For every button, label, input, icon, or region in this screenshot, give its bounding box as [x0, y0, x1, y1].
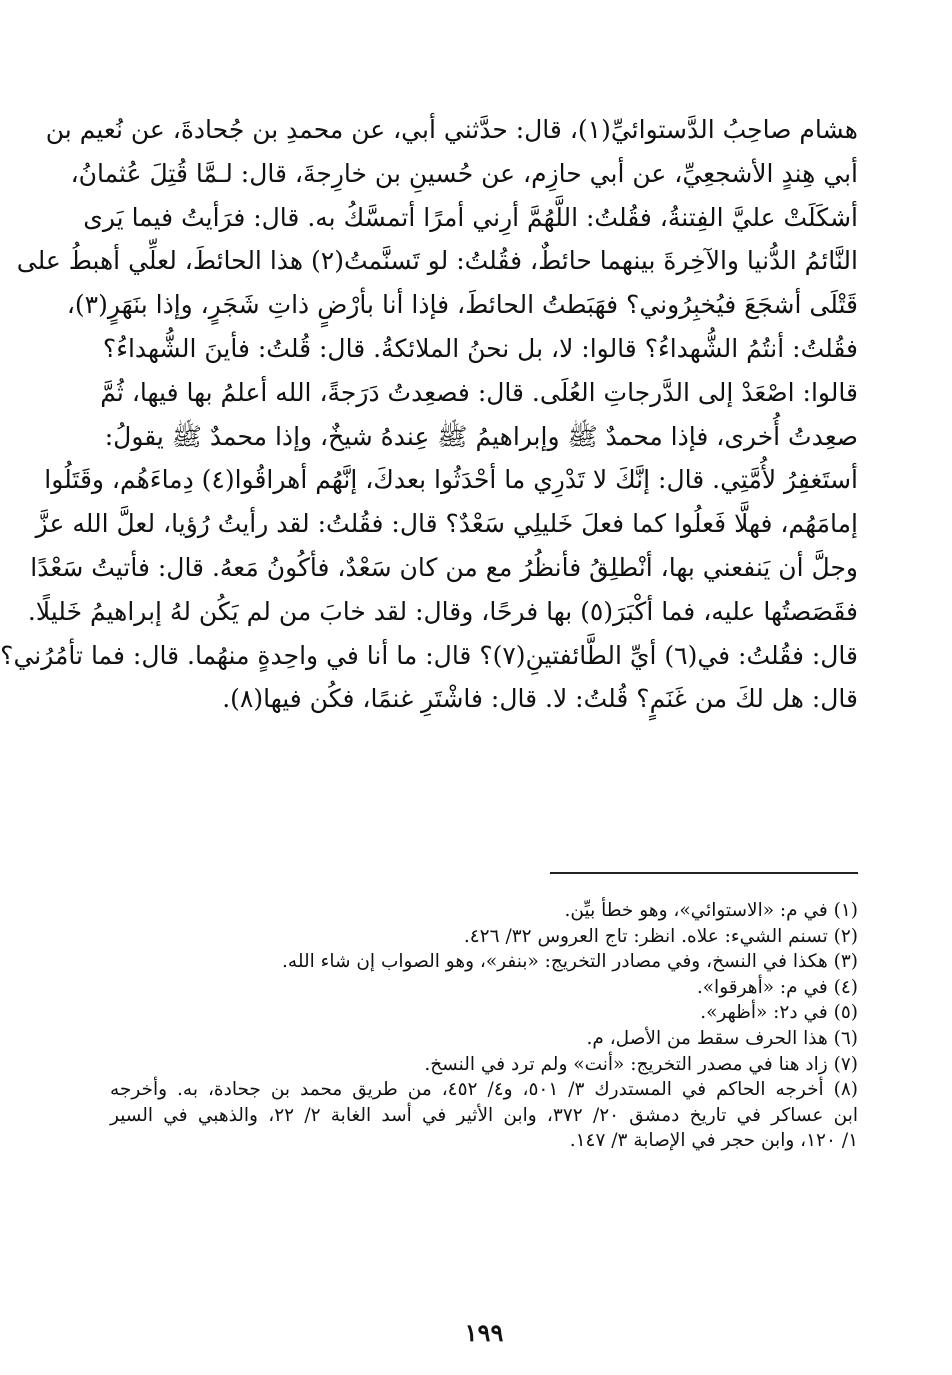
text-line: قال: فقُلتُ: في(٦) أيِّ الطَّائفتينِ(٧)؟ قال: ما أنا في واحِدةٍ منهُما. قال: فما تأمُرُني؟	[0, 640, 858, 670]
page-number: ١٩٩	[464, 1318, 504, 1347]
text-line: فقُلتُ: أنتُمُ الشُّهداءُ؟ قالوا: لا، بل نحنُ الملائكةُ. قال: قُلتُ: فأينَ الشُّهداءُ؟	[102, 333, 858, 363]
book-page	[0, 108, 858, 1348]
text-line: صعِدتُ أُخرى، فإذا محمدٌ ﷺ وإبراهيمُ ﷺ عِندهُ شيخٌ، وإذا محمدٌ ﷺ يقولُ:	[104, 421, 858, 451]
footnote-continuation: ابن عساكر في تاريخ دمشق ٢٠/ ٣٧٢، وابن الأثير في أسد الغابة ٢/ ٢٢، والذهبي في السير	[110, 1104, 858, 1126]
footnote: (٣) هكذا في النسخ، وفي مصادر التخريج: «بنفر»، وهو الصواب إن شاء الله.	[282, 951, 858, 973]
footnote: (١) في م: «الاستوائي»، وهو خطأ بيِّن.	[564, 900, 858, 921]
text-line: أشكَلَتْ عليَّ الفِتنةُ، فقُلتُ: اللَّهُمَّ أرِني أمرًا أتمسَّكُ به. قال: فرَأيتُ فيما يَرى	[83, 202, 858, 232]
text-line: أبي هِندٍ الأشجعِيِّ، عن أبي حازِم، عن حُسينِ بن خارِجةَ، قال: لـمَّا قُتِلَ عُثمانُ،	[70, 158, 858, 188]
text-line: قالوا: اصْعَدْ إلى الدَّرجاتِ العُلَى. قال: فصعِدتُ دَرَجةً، الله أعلمُ بها فيها، ثُمَّ	[100, 377, 858, 407]
text-line: قَتْلَى أشجَعَ فيُخبِرُوني؟ فهَبَطتُ الحائطَ، فإذا أنا بأرْضٍ ذاتِ شَجَرٍ، وإذا بنَهَرٍ(٣)،	[66, 290, 858, 320]
footnote: (٥) في د٢: «أظهر».	[700, 1002, 858, 1024]
footnotes	[110, 898, 858, 1154]
footnote: (٦) هذا الحرف سقط من الأصل، م.	[586, 1027, 858, 1049]
text-line: فقَصَصتُها عليه، فما أكْبَرَ(٥) بها فرحًا، وقال: لقد خابَ من لم يَكُن لهُ إبراهيمُ خَليلًا.	[27, 596, 858, 626]
text-line: النَّائمُ الدُّنيا والآخِرةَ بينهما حائطٌ، فقُلتُ: لو تَسنَّمتُ(٢) هذا الحائطَ، لعلِّي أهبطُ على	[16, 246, 858, 276]
footnote-separator	[550, 872, 858, 874]
footnote: (٤) في م: «أهرقوا».	[696, 976, 858, 998]
text-line: إمامَهُم، فهلَّا فَعلُوا كما فعلَ خَليلِي سَعْدٌ؟ قال: فقُلتُ: لقد رأيتُ رُؤيا، لعلَّ الله عزَّ	[35, 509, 858, 539]
footnote-continuation: ١/ ١٢٠، وابن حجر في الإصابة ٣/ ١٤٧.	[569, 1130, 858, 1152]
footnote: (٧) زاد هنا في مصدر التخريج: «أنت» ولم ترد في النسخ.	[424, 1053, 858, 1075]
text-line: هشام صاحِبُ الدَّستوائيِّ(١)، قال: حدَّثني أبي، عن محمدِ بن جُحادةَ، عن نُعيم بن	[45, 115, 858, 144]
footnote: (٢) تسنم الشيء: علاه. انظر: تاج العروس ٣٢/ ٤٢٦.	[463, 925, 858, 947]
text-line: قال: هل لكَ من غَنَمٍ؟ قُلتُ: لا. قال: فاشْتَرِ غنمًا، فكُن فيها(٨).	[222, 684, 858, 714]
text-line: وجلَّ أن يَنفعني بها، أنْطلِقُ فأنظُرُ مع من كان سَعْدٌ، فأكُونُ مَعهُ. قال: فأتيتُ سَعْدًا	[30, 552, 858, 582]
text-line: أستَغفِرُ لأُمَّتِي. قال: إنَّكَ لا تَدْرِي ما أحْدَثُوا بعدكَ، إنَّهُم أهراقُوا(٤) دِماءَهُم، وقَتَلُوا	[44, 465, 858, 495]
main-text	[0, 108, 858, 721]
footnote: (٨) أخرجه الحاكم في المستدرك ٣/ ٥٠١، و٤/ ٤٥٢، من طريق محمد بن جحادة، به. وأخرجه	[110, 1079, 858, 1101]
